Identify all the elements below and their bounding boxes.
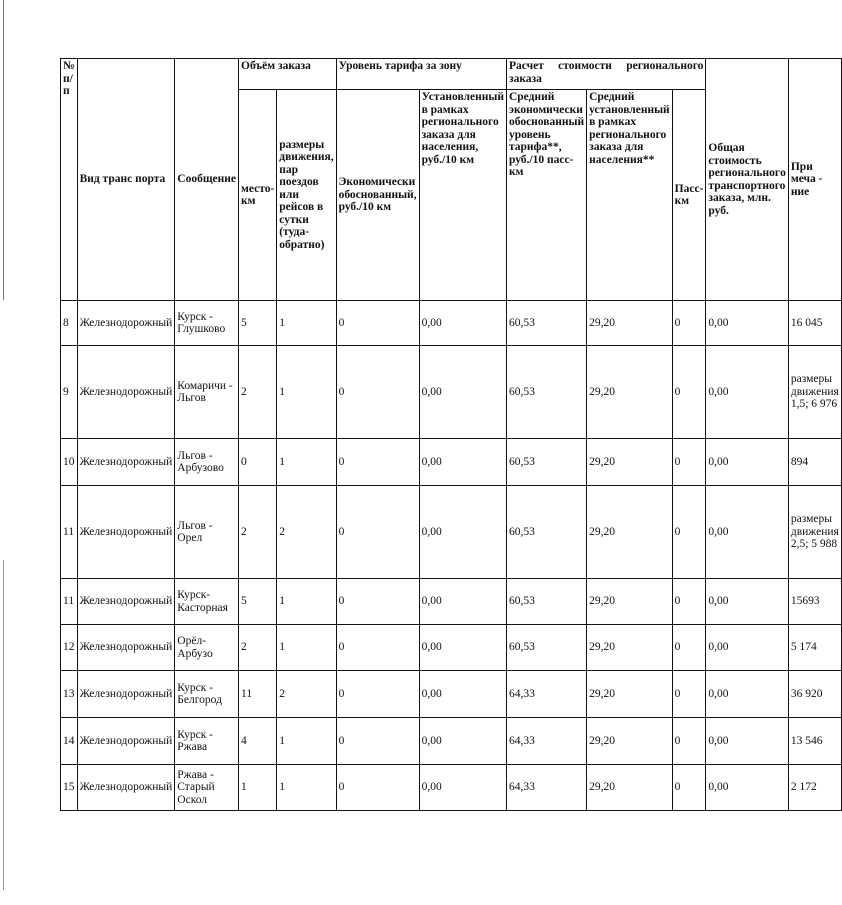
cell-num: 12 — [61, 625, 78, 671]
cell-avg-set: 29,20 — [587, 718, 673, 765]
cell-route: Орёл- Арбузо — [175, 625, 239, 671]
header-calc: Расчет стоимости регионального заказа — [506, 59, 705, 90]
cell-pass-km: 0 — [672, 671, 706, 718]
cell-route: Курск - Белгород — [175, 671, 239, 718]
cell-traffic: 1 — [277, 718, 336, 765]
cell-set-pop: 0,00 — [419, 671, 506, 718]
cell-avg-econ: 64,33 — [506, 718, 586, 765]
table-row — [61, 439, 842, 486]
header-traffic: размеры движения, пар поездов или рейсов в сутки (туда- обратно) — [277, 90, 336, 301]
cell-econ: 0 — [336, 579, 419, 625]
cell-avg-econ: 60,53 — [506, 579, 586, 625]
cell-place-km: 11 — [239, 671, 277, 718]
cell-avg-set: 29,20 — [587, 301, 673, 346]
cell-total: 0,00 — [706, 765, 788, 811]
cell-econ: 0 — [336, 486, 419, 579]
regional-order-table — [60, 58, 842, 811]
cell-set-pop: 0,00 — [419, 718, 506, 765]
cell-place-km: 2 — [239, 346, 277, 439]
cell-num: 11 — [61, 579, 78, 625]
cell-econ: 0 — [336, 301, 419, 346]
cell-traffic: 1 — [277, 439, 336, 486]
cell-econ: 0 — [336, 625, 419, 671]
table-row — [61, 625, 842, 671]
cell-num: 11 — [61, 486, 78, 579]
cell-route: Курск- Касторная — [175, 579, 239, 625]
cell-set-pop: 0,00 — [419, 439, 506, 486]
cell-pass-km: 0 — [672, 486, 706, 579]
cell-route: Льгов - Арбузово — [175, 439, 239, 486]
table-row — [61, 486, 842, 579]
cell-num: 8 — [61, 301, 78, 346]
cell-avg-set: 29,20 — [587, 486, 673, 579]
cell-total: 0,00 — [706, 346, 788, 439]
cell-set-pop: 0,00 — [419, 301, 506, 346]
table-row — [61, 718, 842, 765]
cell-set-pop: 0,00 — [419, 625, 506, 671]
header-total: Общая стоимость региональногo транспортного заказа, млн. руб. — [706, 59, 788, 301]
cell-total: 0,00 — [706, 671, 788, 718]
cell-avg-set: 29,20 — [587, 625, 673, 671]
cell-set-pop: 0,00 — [419, 579, 506, 625]
cell-econ: 0 — [336, 671, 419, 718]
header-note: При меча - ние — [788, 59, 841, 301]
cell-pass-km: 0 — [672, 765, 706, 811]
cell-pass-km: 0 — [672, 718, 706, 765]
cell-route: Льгов - Орел — [175, 486, 239, 579]
scan-margin-line — [3, 0, 4, 300]
cell-transport: Железнодорожный — [77, 301, 175, 346]
cell-avg-econ: 60,53 — [506, 301, 586, 346]
cell-set-pop: 0,00 — [419, 486, 506, 579]
header-num: № п/п — [61, 59, 78, 301]
table-row — [61, 671, 842, 718]
cell-place-km: 4 — [239, 718, 277, 765]
header-pass-km: Пасс- км — [672, 90, 706, 301]
cell-place-km: 2 — [239, 625, 277, 671]
header-avg-econ: Средний экономически обоснованный уровень тарифа**, руб./10 пасс- км — [506, 90, 586, 301]
cell-note: 13 546 — [788, 718, 841, 765]
header-volume: Объём заказа — [239, 59, 337, 90]
cell-avg-econ: 64,33 — [506, 765, 586, 811]
header-place-km: место- км — [239, 90, 277, 301]
cell-pass-km: 0 — [672, 346, 706, 439]
cell-num: 10 — [61, 439, 78, 486]
cell-avg-econ: 64,33 — [506, 671, 586, 718]
cell-traffic: 1 — [277, 346, 336, 439]
cell-avg-set: 29,20 — [587, 671, 673, 718]
cell-num: 14 — [61, 718, 78, 765]
cell-place-km: 2 — [239, 486, 277, 579]
cell-route: Курск - Ржава — [175, 718, 239, 765]
cell-avg-set: 29,20 — [587, 439, 673, 486]
cell-avg-set: 29,20 — [587, 346, 673, 439]
cell-note: 36 920 — [788, 671, 841, 718]
cell-transport: Железнодорожный — [77, 718, 175, 765]
cell-place-km: 0 — [239, 439, 277, 486]
cell-avg-set: 29,20 — [587, 765, 673, 811]
cell-transport: Железнодорожный — [77, 671, 175, 718]
cell-pass-km: 0 — [672, 439, 706, 486]
cell-traffic: 1 — [277, 765, 336, 811]
cell-transport: Железнодорожный — [77, 579, 175, 625]
cell-pass-km: 0 — [672, 579, 706, 625]
header-tariff: Уровень тарифа за зону — [336, 59, 506, 90]
cell-place-km: 5 — [239, 579, 277, 625]
cell-econ: 0 — [336, 439, 419, 486]
header-route: Сообщение — [175, 59, 239, 301]
scan-margin-line — [3, 560, 4, 890]
cell-note: 15693 — [788, 579, 841, 625]
cell-pass-km: 0 — [672, 301, 706, 346]
cell-traffic: 1 — [277, 301, 336, 346]
header-econ: Экономически обоснованный, руб./10 км — [336, 90, 419, 301]
cell-pass-km: 0 — [672, 625, 706, 671]
cell-route: Ржава - Старый Оскол — [175, 765, 239, 811]
cell-total: 0,00 — [706, 579, 788, 625]
cell-transport: Железнодорожный — [77, 439, 175, 486]
cell-note: 894 — [788, 439, 841, 486]
cell-total: 0,00 — [706, 439, 788, 486]
cell-traffic: 2 — [277, 486, 336, 579]
cell-total: 0,00 — [706, 625, 788, 671]
cell-note: 2 172 — [788, 765, 841, 811]
cell-place-km: 1 — [239, 765, 277, 811]
header-set-pop: Установленный в рамках регионального заказа для населения, руб./10 км — [419, 90, 506, 301]
table-row — [61, 346, 842, 439]
cell-note: размеры движения 1,5; 6 976 — [788, 346, 841, 439]
cell-num: 9 — [61, 346, 78, 439]
cell-transport: Железнодорожный — [77, 765, 175, 811]
cell-avg-set: 29,20 — [587, 579, 673, 625]
table-body — [61, 301, 842, 811]
cell-transport: Железнодорожный — [77, 486, 175, 579]
cell-econ: 0 — [336, 718, 419, 765]
cell-avg-econ: 60,53 — [506, 486, 586, 579]
cell-place-km: 5 — [239, 301, 277, 346]
cell-transport: Железнодорожный — [77, 346, 175, 439]
cell-set-pop: 0,00 — [419, 765, 506, 811]
cell-num: 13 — [61, 671, 78, 718]
cell-set-pop: 0,00 — [419, 346, 506, 439]
header-transport: Вид транс порта — [77, 59, 175, 301]
table-row — [61, 301, 842, 346]
cell-avg-econ: 60,53 — [506, 439, 586, 486]
cell-total: 0,00 — [706, 718, 788, 765]
cell-total: 0,00 — [706, 301, 788, 346]
cell-route: Комаричи - Льгов — [175, 346, 239, 439]
cell-econ: 0 — [336, 346, 419, 439]
cell-avg-econ: 60,53 — [506, 346, 586, 439]
cell-total: 0,00 — [706, 486, 788, 579]
cell-note: 5 174 — [788, 625, 841, 671]
cell-traffic: 1 — [277, 625, 336, 671]
cell-note: размеры движения 2,5; 5 988 — [788, 486, 841, 579]
cell-route: Курск - Глушково — [175, 301, 239, 346]
cell-traffic: 1 — [277, 579, 336, 625]
cell-num: 15 — [61, 765, 78, 811]
table-row — [61, 579, 842, 625]
cell-traffic: 2 — [277, 671, 336, 718]
header-avg-set: Средний установленный в рамках регионального заказа для населения** — [587, 90, 673, 301]
table-row — [61, 765, 842, 811]
cell-transport: Железнодорожный — [77, 625, 175, 671]
cell-note: 16 045 — [788, 301, 841, 346]
cell-avg-econ: 60,53 — [506, 625, 586, 671]
cell-econ: 0 — [336, 765, 419, 811]
